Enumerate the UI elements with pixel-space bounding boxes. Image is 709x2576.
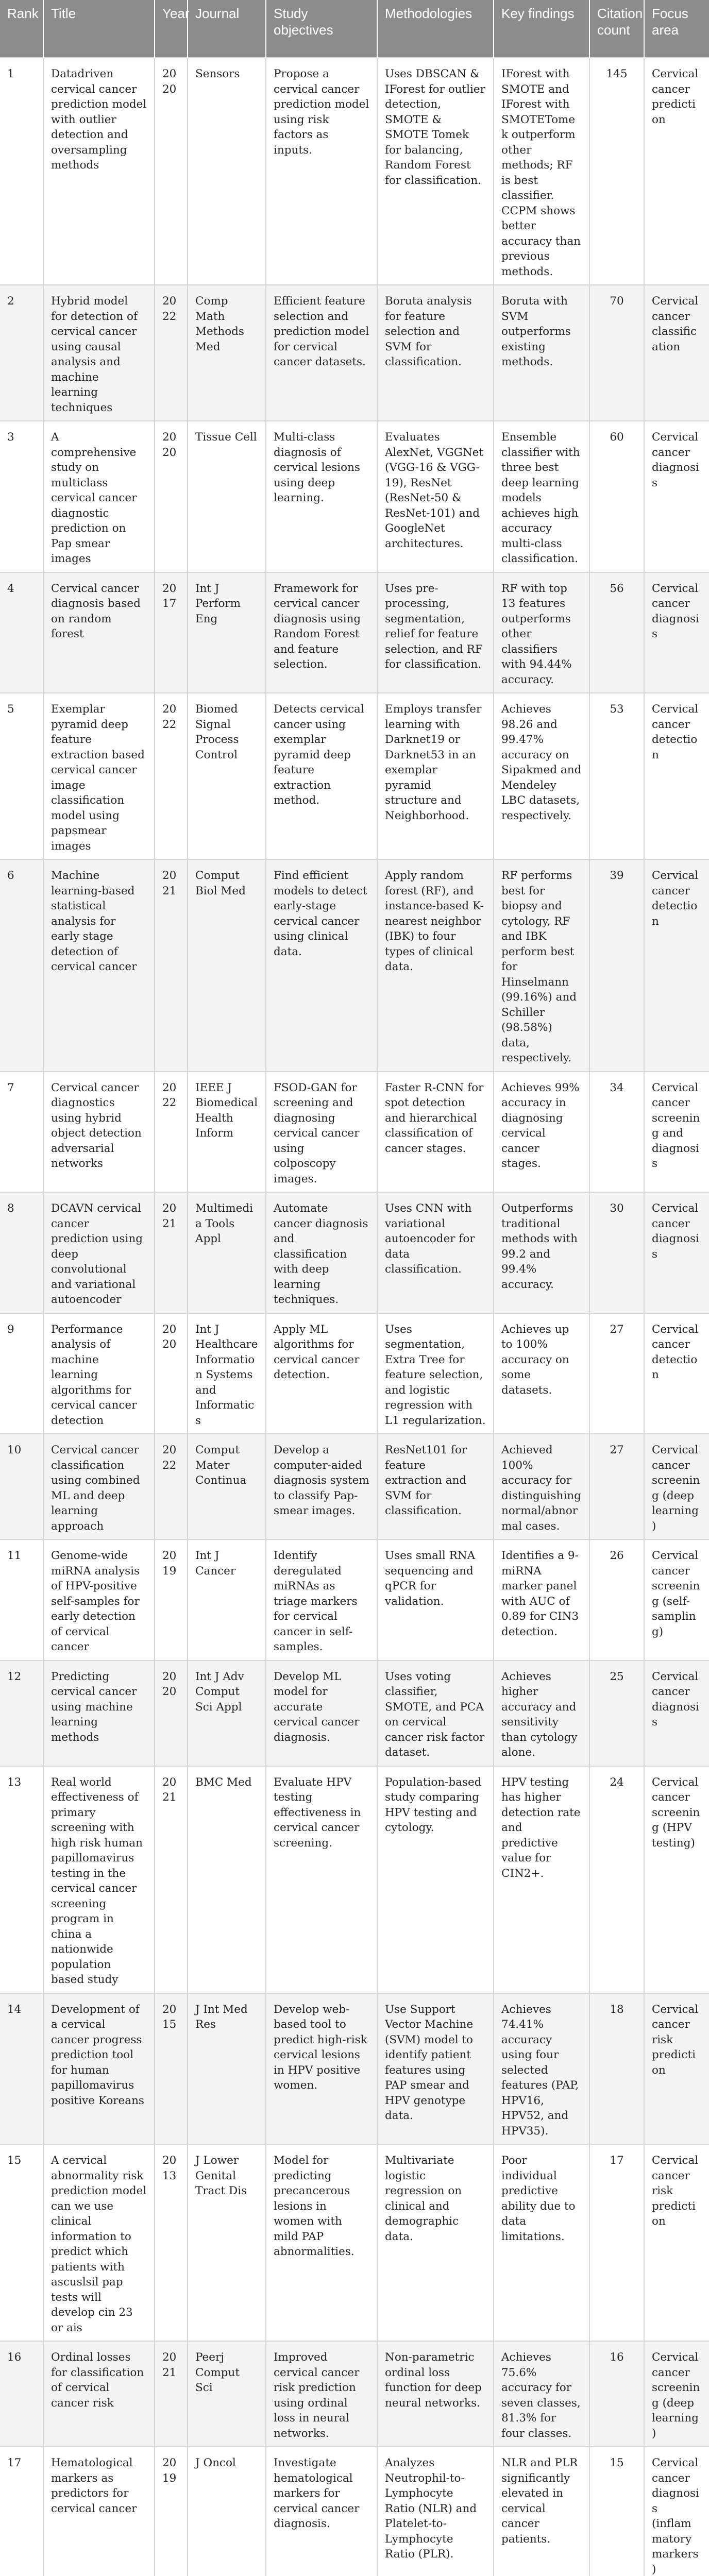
cell-year: 2021: [155, 2341, 188, 2447]
table-row: [0, 2447, 709, 2576]
cell-citation-count: 145: [589, 58, 644, 285]
cell-study-objectives: Evaluate HPV testing effectiveness in cervical cancer screening.: [266, 1766, 377, 1993]
cell-key-findings: Achieves 98.26 and 99.47% accuracy on Sipakmed and Mendeley LBC datasets, respectively.: [494, 693, 589, 859]
cell-title: Machine learning-based statistical analysis for early stage detection of cervical cancer: [43, 859, 155, 1072]
cell-year: 2022: [155, 1434, 188, 1539]
cell-key-findings: Achieves 99% accuracy in diagnosing cervical cancer stages.: [494, 1072, 589, 1193]
cell-journal: J Oncol: [188, 2447, 266, 2576]
cell-title: Exemplar pyramid deep feature extraction based cervical cancer image classification model using papsmear images: [43, 693, 155, 859]
cell-methodologies: Employs transfer learning with Darknet19 or Darknet53 in an exemplar pyramid structure and Neighborhood.: [377, 693, 494, 859]
cell-title: Datadriven cervical cancer prediction model with outlier detection and oversampling methods: [43, 58, 155, 285]
cell-citation-count: 34: [589, 1072, 644, 1193]
cell-study-objectives: Framework for cervical cancer diagnosis using Random Forest and feature selection.: [266, 572, 377, 693]
cell-focus-area: Cervical cancer risk prediction: [644, 2144, 709, 2341]
cell-focus-area: Cervical cancer diagnosis (inflammatory markers): [644, 2447, 709, 2576]
table-row: [0, 421, 709, 572]
cell-focus-area: Cervical cancer detection: [644, 693, 709, 859]
cell-rank: 12: [0, 1660, 43, 1766]
cell-key-findings: Boruta with SVM outperforms existing methods.: [494, 285, 589, 421]
cell-journal: Int J Cancer: [188, 1539, 266, 1660]
table-row: [0, 1072, 709, 1193]
cell-key-findings: Achieves up to 100% accuracy on some datasets.: [494, 1313, 589, 1434]
cell-citation-count: 17: [589, 2144, 644, 2341]
cell-key-findings: RF with top 13 features outperforms other classifiers with 94.44% accuracy.: [494, 572, 589, 693]
cell-study-objectives: Apply ML algorithms for cervical cancer detection.: [266, 1313, 377, 1434]
cell-key-findings: Ensemble classifier with three best deep learning models achieves high accuracy multi-class classification.: [494, 421, 589, 572]
cell-citation-count: 24: [589, 1766, 644, 1993]
cell-title: Real world effectiveness of primary screening with high risk human papillomavirus testing in the cervical cancer screening program in china a nationwide population based study: [43, 1766, 155, 1993]
cell-study-objectives: Efficient feature selection and prediction model for cervical cancer datasets.: [266, 285, 377, 421]
cell-title: Development of a cervical cancer progress prediction tool for human papillomavirus positive Koreans: [43, 1993, 155, 2145]
cell-title: Cervical cancer diagnosis based on random forest: [43, 572, 155, 693]
cell-methodologies: Population-based study comparing HPV testing and cytology.: [377, 1766, 494, 1993]
header-rank: Rank: [0, 0, 43, 58]
cell-focus-area: Cervical cancer prediction: [644, 58, 709, 285]
cell-methodologies: Apply random forest (RF), and instance-based K-nearest neighbor (IBK) to four types of clinical data.: [377, 859, 494, 1072]
cell-year: 2022: [155, 693, 188, 859]
cell-year: 2013: [155, 2144, 188, 2341]
cell-focus-area: Cervical cancer diagnosis: [644, 1192, 709, 1313]
cell-methodologies: Uses voting classifier, SMOTE, and PCA on cervical cancer risk factor dataset.: [377, 1660, 494, 1766]
cell-focus-area: Cervical cancer detection: [644, 1313, 709, 1434]
cell-rank: 7: [0, 1072, 43, 1193]
table-row: [0, 1766, 709, 1993]
cell-focus-area: Cervical cancer screening (HPV testing): [644, 1766, 709, 1993]
cell-journal: J Lower Genital Tract Dis: [188, 2144, 266, 2341]
table-row: [0, 693, 709, 859]
cell-study-objectives: Automate cancer diagnosis and classification with deep learning techniques.: [266, 1192, 377, 1313]
cell-citation-count: 60: [589, 421, 644, 572]
header-journal: Journal: [188, 0, 266, 58]
cell-rank: 6: [0, 859, 43, 1072]
cell-title: A comprehensive study on multiclass cervical cancer diagnostic prediction on Pap smear images: [43, 421, 155, 572]
cell-methodologies: Uses DBSCAN & IForest for outlier detection, SMOTE & SMOTE Tomek for balancing, Random Forest for classification.: [377, 58, 494, 285]
cell-methodologies: Uses small RNA sequencing and qPCR for validation.: [377, 1539, 494, 1660]
cell-rank: 8: [0, 1192, 43, 1313]
cell-title: Genome-wide miRNA analysis of HPV-positive self-samples for early detection of cervical cancer: [43, 1539, 155, 1660]
cell-citation-count: 15: [589, 2447, 644, 2576]
cell-journal: BMC Med: [188, 1766, 266, 1993]
table-row: [0, 1434, 709, 1539]
table-row: [0, 572, 709, 693]
table-row: [0, 285, 709, 421]
cell-citation-count: 18: [589, 1993, 644, 2145]
cell-key-findings: HPV testing has higher detection rate and predictive value for CIN2+.: [494, 1766, 589, 1993]
cell-key-findings: Poor individual predictive ability due to data limitations.: [494, 2144, 589, 2341]
cell-citation-count: 16: [589, 2341, 644, 2447]
cell-year: 2017: [155, 572, 188, 693]
cell-title: Predicting cervical cancer using machine learning methods: [43, 1660, 155, 1766]
cell-citation-count: 27: [589, 1313, 644, 1434]
cell-citation-count: 30: [589, 1192, 644, 1313]
cell-methodologies: Uses CNN with variational autoencoder for data classification.: [377, 1192, 494, 1313]
cell-citation-count: 27: [589, 1434, 644, 1539]
cell-journal: J Int Med Res: [188, 1993, 266, 2145]
cell-methodologies: Faster R-CNN for spot detection and hierarchical classification of cancer stages.: [377, 1072, 494, 1193]
cell-methodologies: Uses segmentation, Extra Tree for feature selection, and logistic regression with L1 regularization.: [377, 1313, 494, 1434]
cell-title: DCAVN cervical cancer prediction using deep convolutional and variational autoencoder: [43, 1192, 155, 1313]
cell-year: 2022: [155, 1072, 188, 1193]
table-row: [0, 859, 709, 1072]
cell-year: 2021: [155, 1192, 188, 1313]
cell-journal: Tissue Cell: [188, 421, 266, 572]
header-title: Title: [43, 0, 155, 58]
cell-study-objectives: Model for predicting precancerous lesions in women with mild PAP abnormalities.: [266, 2144, 377, 2341]
cell-journal: Comp Math Methods Med: [188, 285, 266, 421]
header-study-objectives: Study objectives: [266, 0, 377, 58]
cell-focus-area: Cervical cancer classification: [644, 285, 709, 421]
cell-title: Cervical cancer classification using combined ML and deep learning approach: [43, 1434, 155, 1539]
table-header: [0, 0, 709, 58]
cell-focus-area: Cervical cancer screening (self-sampling): [644, 1539, 709, 1660]
table-row: [0, 1313, 709, 1434]
cell-journal: IEEE J Biomedical Health Inform: [188, 1072, 266, 1193]
cell-focus-area: Cervical cancer diagnosis: [644, 1660, 709, 1766]
cell-rank: 13: [0, 1766, 43, 1993]
cell-journal: Comput Mater Continua: [188, 1434, 266, 1539]
cell-journal: Int J Adv Comput Sci Appl: [188, 1660, 266, 1766]
cell-citation-count: 25: [589, 1660, 644, 1766]
cell-key-findings: Achieves higher accuracy and sensitivity than cytology alone.: [494, 1660, 589, 1766]
cell-rank: 9: [0, 1313, 43, 1434]
cell-rank: 14: [0, 1993, 43, 2145]
cell-rank: 16: [0, 2341, 43, 2447]
cell-journal: Multimedia Tools Appl: [188, 1192, 266, 1313]
header-citation-count: Citation count: [589, 0, 644, 58]
cell-rank: 10: [0, 1434, 43, 1539]
cell-study-objectives: Detects cervical cancer using exemplar pyramid deep feature extraction method.: [266, 693, 377, 859]
cell-study-objectives: Investigate hematological markers for cervical cancer diagnosis.: [266, 2447, 377, 2576]
cell-year: 2015: [155, 1993, 188, 2145]
table-row: [0, 1539, 709, 1660]
cell-citation-count: 56: [589, 572, 644, 693]
cell-key-findings: NLR and PLR significantly elevated in cervical cancer patients.: [494, 2447, 589, 2576]
cell-rank: 1: [0, 58, 43, 285]
cell-key-findings: Achieved 100% accuracy for distinguishing normal/abnormal cases.: [494, 1434, 589, 1539]
cell-year: 2020: [155, 1660, 188, 1766]
cell-methodologies: ResNet101 for feature extraction and SVM for classification.: [377, 1434, 494, 1539]
cell-year: 2020: [155, 58, 188, 285]
cell-study-objectives: Develop a computer-aided diagnosis system to classify Pap-smear images.: [266, 1434, 377, 1539]
cell-year: 2021: [155, 859, 188, 1072]
cell-title: Hematological markers as predictors for cervical cancer: [43, 2447, 155, 2576]
cell-focus-area: Cervical cancer risk prediction: [644, 1993, 709, 2145]
cell-study-objectives: Multi-class diagnosis of cervical lesions using deep learning.: [266, 421, 377, 572]
cell-study-objectives: Find efficient models to detect early-stage cervical cancer using clinical data.: [266, 859, 377, 1072]
cell-rank: 3: [0, 421, 43, 572]
cell-methodologies: Analyzes Neutrophil-to-Lymphocyte Ratio (NLR) and Platelet-to-Lymphocyte Ratio (PLR).: [377, 2447, 494, 2576]
cell-methodologies: Use Support Vector Machine (SVM) model to identify patient features using PAP smear and HPV genotype data.: [377, 1993, 494, 2145]
cell-year: 2020: [155, 421, 188, 572]
cell-title: A cervical abnormality risk prediction model can we use clinical information to predict which patients with ascuslsil pap tests will develop cin 23 or ais: [43, 2144, 155, 2341]
cell-study-objectives: Develop ML model for accurate cervical cancer diagnosis.: [266, 1660, 377, 1766]
cell-citation-count: 26: [589, 1539, 644, 1660]
cell-study-objectives: Improved cervical cancer risk prediction using ordinal loss in neural networks.: [266, 2341, 377, 2447]
cell-focus-area: Cervical cancer diagnosis: [644, 572, 709, 693]
cell-study-objectives: Identify deregulated miRNAs as triage markers for cervical cancer in self-samples.: [266, 1539, 377, 1660]
cell-study-objectives: Propose a cervical cancer prediction model using risk factors as inputs.: [266, 58, 377, 285]
cell-focus-area: Cervical cancer screening (deep learning): [644, 2341, 709, 2447]
cell-journal: Int J Perform Eng: [188, 572, 266, 693]
table-row: [0, 2144, 709, 2341]
cell-methodologies: Evaluates AlexNet, VGGNet (VGG-16 & VGG-19), ResNet (ResNet-50 & ResNet-101) and GoogleNet architectures.: [377, 421, 494, 572]
header-row: [0, 0, 709, 58]
cell-year: 2020: [155, 1313, 188, 1434]
cell-journal: Biomed Signal Process Control: [188, 693, 266, 859]
cell-methodologies: Uses pre-processing, segmentation, relief for feature selection, and RF for classification.: [377, 572, 494, 693]
table-row: [0, 1660, 709, 1766]
cell-journal: Peerj Comput Sci: [188, 2341, 266, 2447]
table-row: [0, 2341, 709, 2447]
cell-rank: 4: [0, 572, 43, 693]
cell-methodologies: Boruta analysis for feature selection and SVM for classification.: [377, 285, 494, 421]
header-focus-area: Focus area: [644, 0, 709, 58]
cell-year: 2019: [155, 1539, 188, 1660]
header-methodologies: Methodologies: [377, 0, 494, 58]
cell-title: Performance analysis of machine learning algorithms for cervical cancer detection: [43, 1313, 155, 1434]
cell-key-findings: Outperforms traditional methods with 99.2 and 99.4% accuracy.: [494, 1192, 589, 1313]
cell-focus-area: Cervical cancer diagnosis: [644, 421, 709, 572]
table-row: [0, 1993, 709, 2145]
cell-key-findings: Achieves 74.41% accuracy using four selected features (PAP, HPV16, HPV52, and HPV35).: [494, 1993, 589, 2145]
cell-methodologies: Non-parametric ordinal loss function for deep neural networks.: [377, 2341, 494, 2447]
cell-year: 2019: [155, 2447, 188, 2576]
cell-title: Ordinal losses for classification of cervical cancer risk: [43, 2341, 155, 2447]
cell-rank: 5: [0, 693, 43, 859]
cell-key-findings: Identifies a 9-miRNA marker panel with AUC of 0.89 for CIN3 detection.: [494, 1539, 589, 1660]
cell-study-objectives: Develop web-based tool to predict high-risk cervical lesions in HPV positive women.: [266, 1993, 377, 2145]
cell-study-objectives: FSOD-GAN for screening and diagnosing cervical cancer using colposcopy images.: [266, 1072, 377, 1193]
cell-focus-area: Cervical cancer detection: [644, 859, 709, 1072]
cell-methodologies: Multivariate logistic regression on clinical and demographic data.: [377, 2144, 494, 2341]
cell-title: Cervical cancer diagnostics using hybrid object detection adversarial networks: [43, 1072, 155, 1193]
cell-citation-count: 53: [589, 693, 644, 859]
cell-key-findings: Achieves 75.6% accuracy for seven classes, 81.3% for four classes.: [494, 2341, 589, 2447]
header-key-findings: Key findings: [494, 0, 589, 58]
cell-journal: Sensors: [188, 58, 266, 285]
cell-journal: Int J Healthcare Information Systems and Informatics: [188, 1313, 266, 1434]
cell-rank: 17: [0, 2447, 43, 2576]
table-row: [0, 58, 709, 285]
cell-citation-count: 70: [589, 285, 644, 421]
header-year: Year: [155, 0, 188, 58]
cell-rank: 2: [0, 285, 43, 421]
table-row: [0, 1192, 709, 1313]
cell-title: Hybrid model for detection of cervical cancer using causal analysis and machine learning techniques: [43, 285, 155, 421]
cell-focus-area: Cervical cancer screening (deep learning): [644, 1434, 709, 1539]
cell-focus-area: Cervical cancer screening and diagnosis: [644, 1072, 709, 1193]
cell-year: 2022: [155, 285, 188, 421]
cell-year: 2021: [155, 1766, 188, 1993]
table-body: [0, 58, 709, 2576]
cell-citation-count: 39: [589, 859, 644, 1072]
cell-rank: 15: [0, 2144, 43, 2341]
cell-journal: Comput Biol Med: [188, 859, 266, 1072]
cell-rank: 11: [0, 1539, 43, 1660]
cell-key-findings: IForest with SMOTE and IForest with SMOTETomek outperform other methods; RF is best classifier. CCPM shows better accuracy than previous methods.: [494, 58, 589, 285]
cell-key-findings: RF performs best for biopsy and cytology, RF and IBK perform best for Hinselmann (99.16%) and Schiller (98.58%) data, respectively.: [494, 859, 589, 1072]
